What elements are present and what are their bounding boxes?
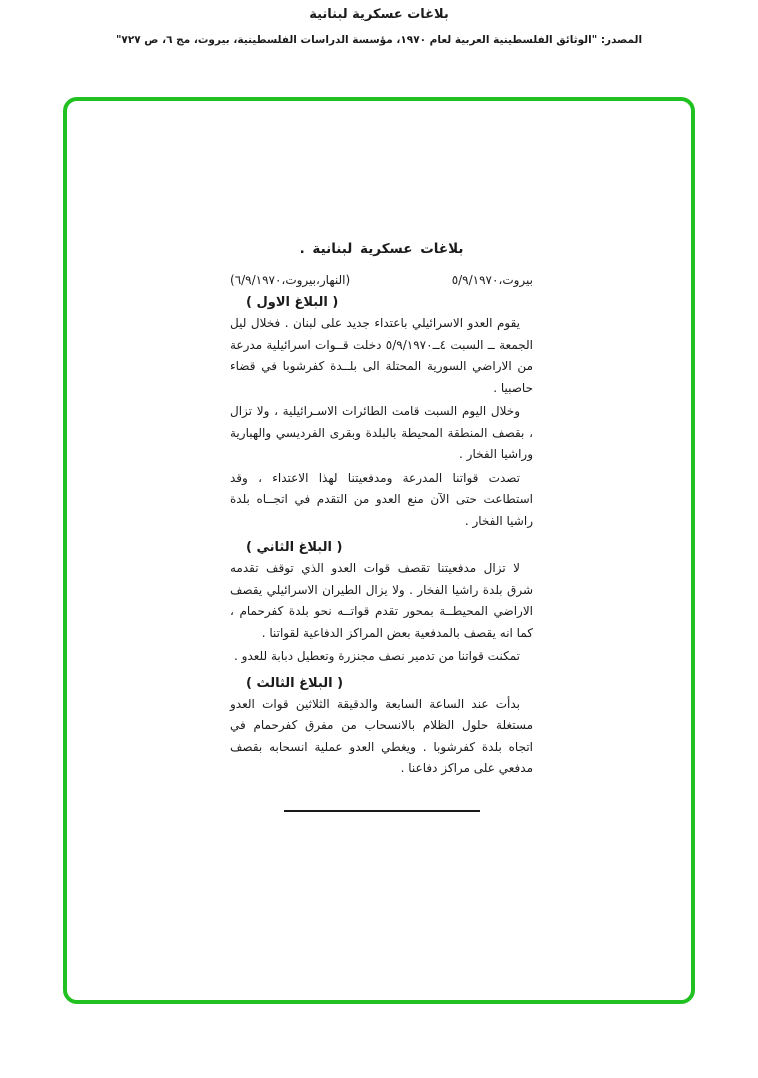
communique-third-heading: ( البلاغ الثالث ) <box>246 675 344 691</box>
page-header <box>0 7 758 46</box>
communique-second-heading: ( البلاغ الثاني ) <box>246 540 343 555</box>
paragraph: وخلال اليوم السبت قامت الطائرات الاسـرائيلية ، ولا تزال ، بقصف المنطقة المحيطة بالبلدة وبقرى الفرديسي والهبارية وراشيا الفخار . <box>230 404 533 461</box>
dateline-publication: (النهار،بيروت،٦/٩/١٩٧٠) <box>230 273 351 287</box>
paragraph: لا تزال مدفعيتنا تقصف قوات العدو الذي توقف تقدمه شرق بلدة راشيا الفخار . ولا يزال الطيران الاسرائيلي يقصف الاراضي المحيطــة بمحور تقدم قواتــه نحو بلدة كفرحمام ، كما انه يقصف بالمدفعية بعض المراكز الدفاعية لقواتنا . <box>230 561 533 640</box>
communique-first-heading: ( البلاغ الاول ) <box>246 295 339 310</box>
communique-second <box>230 540 533 668</box>
communique-first <box>230 295 533 532</box>
header-title: بلاغات عسكرية لبنانية <box>309 7 449 22</box>
paragraph: يقوم العدو الاسرائيلي باعتداء جديد على لبنان . فخلال ليل الجمعة ــ السبت ٤ــ٥/٩/١٩٧٠ دخلت قــوات اسرائيلية مدرعة من الاراضي السورية المحتلة الى بلــدة كفرشوبا في قضاء حاصبيا . <box>230 316 533 395</box>
dateline-place-date: بيروت،٥/٩/١٩٧٠ <box>451 273 533 287</box>
highlight-frame <box>63 97 695 1004</box>
header-source-line: المصدر: "الوثائق الفلسطينية العربية لعام ١٩٧٠، مؤسسة الدراسات الفلسطينية، بيروت، مج ٦، ص ٧٢٧" <box>115 34 643 46</box>
document-content <box>230 241 533 812</box>
paragraph: تمكنت قواتنا من تدمير نصف مجنزرة وتعطيل دبابة للعدو . <box>234 649 520 663</box>
paragraph: تصدت قواتنا المدرعة ومدفعيتنا لهذا الاعتداء ، وقد استطاعت حتى الآن منع العدو من التقدم في اتجــاه بلدة راشيا الفخار . <box>230 470 533 528</box>
document-title: بلاغات عسكرية لبنانية . <box>299 241 464 257</box>
dateline <box>230 273 533 287</box>
communique-third <box>230 676 533 780</box>
end-divider <box>284 810 480 812</box>
paragraph: بدأت عند الساعة السابعة والدقيقة الثلاثين قوات العدو مستغلة حلول الظلام بالانسحاب من مفرق كفرحمام في اتجاه بلدة كفرشوبا . ويغطي العدو عملية انسحابه بقصف مدفعي على مراكز دفاعنا . <box>230 696 533 775</box>
